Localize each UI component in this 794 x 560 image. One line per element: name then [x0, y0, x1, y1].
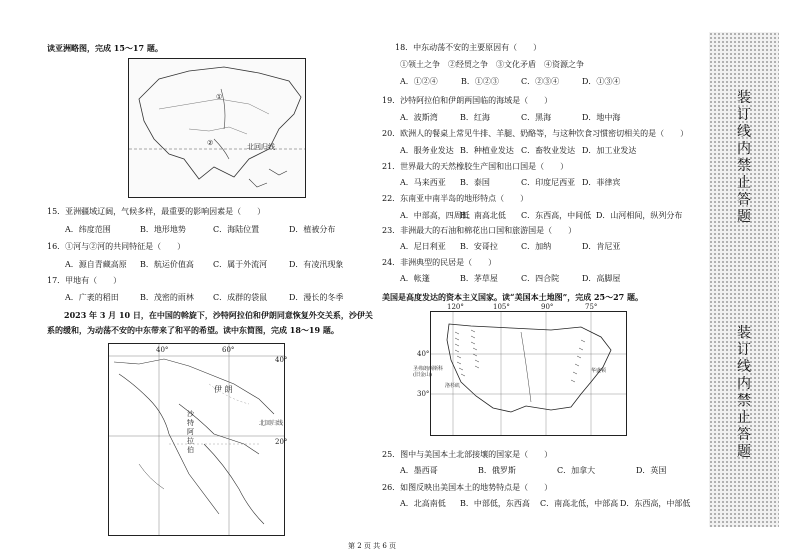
q23-opt-d[interactable]: D．肯尼亚 [582, 242, 621, 251]
lat-40-label-us: 40° [417, 350, 430, 358]
q22-opt-a[interactable]: A．中部高，四周低 [400, 211, 470, 220]
q20-opt-a[interactable]: A．服务业发达 [400, 146, 454, 155]
q26-opt-a[interactable]: A．北高南低 [400, 499, 446, 508]
q25-stem: 25．图中与美国本土北部接壤的国家是（ ） [382, 450, 553, 459]
lat-30-label-us: 30° [417, 390, 430, 398]
q19-stem: 19．沙特阿拉伯和伊朗两国临的海域是（ ） [382, 96, 553, 105]
binding-warning-top: 装订线内禁止答题 [737, 90, 751, 225]
tropic-label: 北回归线 [247, 143, 275, 151]
q24-opt-a[interactable]: A．帐篷 [400, 274, 430, 283]
q25-opt-c[interactable]: C．加拿大 [557, 466, 596, 475]
q25-opt-b[interactable]: B．俄罗斯 [478, 466, 516, 475]
q16-stem: 16．①河与②河的共同特征是（ ） [47, 242, 186, 251]
q22-opt-b[interactable]: B．南高北低 [460, 211, 506, 220]
q24-opt-c[interactable]: C．四合院 [521, 274, 560, 283]
q21-opt-a[interactable]: A．马来西亚 [400, 178, 446, 187]
q25-opt-d[interactable]: D．英国 [636, 466, 667, 475]
q17-opt-b[interactable]: B．茂密的雨林 [140, 293, 194, 302]
q26-stem: 26．如图反映出美国本土的地势特点是（ ） [382, 483, 553, 492]
q21-opt-b[interactable]: B．泰国 [460, 178, 490, 187]
lon-75-label: 75° [585, 303, 598, 311]
river-1-label: ① [216, 93, 223, 101]
q24-opt-d[interactable]: D．高脚屋 [582, 274, 621, 283]
intro-asia: 读亚洲略图，完成 15～17 题。 [47, 43, 163, 53]
q17-opt-c[interactable]: C．成群的袋鼠 [213, 293, 268, 302]
q19-opt-a[interactable]: A．波斯湾 [400, 113, 438, 122]
q20-opt-c[interactable]: C．畜牧业发达 [521, 146, 576, 155]
q23-opt-a[interactable]: A．尼日利亚 [400, 242, 446, 251]
lon-40-label: 40° [156, 346, 169, 354]
asia-map-drawing [129, 59, 305, 197]
q18-opt-b[interactable]: B．①②③ [461, 77, 499, 86]
q15-opt-a[interactable]: A．纬度范围 [65, 225, 111, 234]
q22-stem: 22．东南亚中南半岛的地形特点（ ） [382, 194, 529, 203]
middle-east-map [108, 343, 288, 536]
q21-stem: 21．世界最大的天然橡胶生产国和出口国是（ ） [382, 162, 569, 171]
q18-opt-c[interactable]: C．②③④ [521, 77, 560, 86]
q21-opt-c[interactable]: C．印度尼西亚 [521, 178, 576, 187]
q18-opt-d[interactable]: D．①③④ [582, 77, 621, 86]
q19-opt-b[interactable]: B．红海 [460, 113, 490, 122]
q21-opt-d[interactable]: D．菲律宾 [582, 178, 621, 187]
q24-opt-b[interactable]: B．茅草屋 [460, 274, 498, 283]
page-number: 第 2 页 共 6 页 [348, 542, 397, 550]
q23-opt-b[interactable]: B．安哥拉 [460, 242, 498, 251]
binding-warning-bottom: 装订线内禁止答题 [737, 325, 751, 460]
tropic-label-me: 北回归线 [259, 420, 284, 427]
usa-map [413, 303, 627, 436]
q15-opt-b[interactable]: B．地形地势 [140, 225, 186, 234]
q15-stem: 15．亚洲疆域辽阔，气候多样，最重要的影响因素是（ ） [47, 207, 266, 216]
q24-stem: 24．非洲典型的民居是（ ） [382, 258, 497, 267]
q17-opt-d[interactable]: D．漫长的冬季 [289, 293, 344, 302]
q26-opt-d[interactable]: D．东西高，中部低 [620, 499, 691, 508]
q23-opt-c[interactable]: C．加纳 [521, 242, 552, 251]
q22-opt-d[interactable]: D．山河相间，纵列分布 [596, 211, 683, 220]
q23-stem: 23．非洲最大的石油和棉花出口国和旅游国是（ ） [382, 226, 577, 235]
q18-stem: 18．中东动荡不安的主要原因有（ ） [395, 43, 542, 52]
q19-opt-d[interactable]: D．地中海 [582, 113, 621, 122]
q16-opt-c[interactable]: C．属于外流河 [213, 260, 268, 269]
q25-opt-a[interactable]: A．墨西哥 [400, 466, 438, 475]
q16-opt-a[interactable]: A．源自青藏高原 [65, 260, 127, 269]
los-angeles-label: 洛杉矶 [445, 383, 461, 389]
lat-20-label: 20° [275, 438, 288, 446]
q18-items: ①领土之争 ②经贸之争 ③文化矛盾 ④资源之争 [400, 60, 584, 69]
intro-middle-east-2: 系的缓和，为动荡不安的中东带来了和平的希望。读中东简图，完成 18～19 题。 [47, 325, 339, 335]
washington-label: 华盛顿 [591, 368, 607, 374]
intro-middle-east-1: 2023 年 3 月 10 日，在中国的斡旋下，沙特阿拉伯和伊朗同意恢复外交关系，沙伊关 [64, 310, 373, 320]
q17-opt-a[interactable]: A．广袤的稻田 [65, 293, 119, 302]
q16-opt-b[interactable]: B．航运价值高 [140, 260, 194, 269]
river-2-label: ② [207, 139, 214, 147]
lat-40-label: 40° [275, 356, 288, 364]
q19-opt-c[interactable]: C．黑海 [521, 113, 552, 122]
middle-east-map-drawing [109, 344, 284, 535]
asia-map [128, 58, 306, 198]
intro-usa: 美国是高度发达的资本主义国家。读“美国本土地图”，完成 25～27 题。 [382, 292, 644, 302]
q16-opt-d[interactable]: D．有凌汛现象 [289, 260, 344, 269]
lon-105-label: 105° [493, 303, 510, 311]
saudi-label: 沙 特 阿 拉 伯 [187, 410, 194, 454]
q26-opt-c[interactable]: C．南高北低，中部高 [540, 499, 619, 508]
lon-60-label: 60° [222, 346, 235, 354]
q15-opt-c[interactable]: C．海陆位置 [213, 225, 260, 234]
q15-opt-d[interactable]: D．植被分布 [289, 225, 336, 234]
q22-opt-c[interactable]: C．东西高，中间低 [521, 211, 592, 220]
q20-opt-b[interactable]: B．种植业发达 [460, 146, 514, 155]
lon-90-label: 90° [541, 303, 554, 311]
q18-opt-a[interactable]: A．①②④ [400, 77, 438, 86]
san-francisco-label: 圣弗朗西斯科 (旧金山) [413, 366, 444, 378]
q26-opt-b[interactable]: B．中部低，东西高 [460, 499, 530, 508]
iran-label: 伊 朗 [214, 385, 233, 394]
lon-120-label: 120° [447, 303, 464, 311]
q17-stem: 17．甲地有（ ） [47, 276, 122, 285]
q20-stem: 20．欧洲人的餐桌上常见牛排、羊腿、奶酪等，与这种饮食习惯密切相关的是（ ） [382, 129, 689, 138]
q20-opt-d[interactable]: D．加工业发达 [582, 146, 637, 155]
